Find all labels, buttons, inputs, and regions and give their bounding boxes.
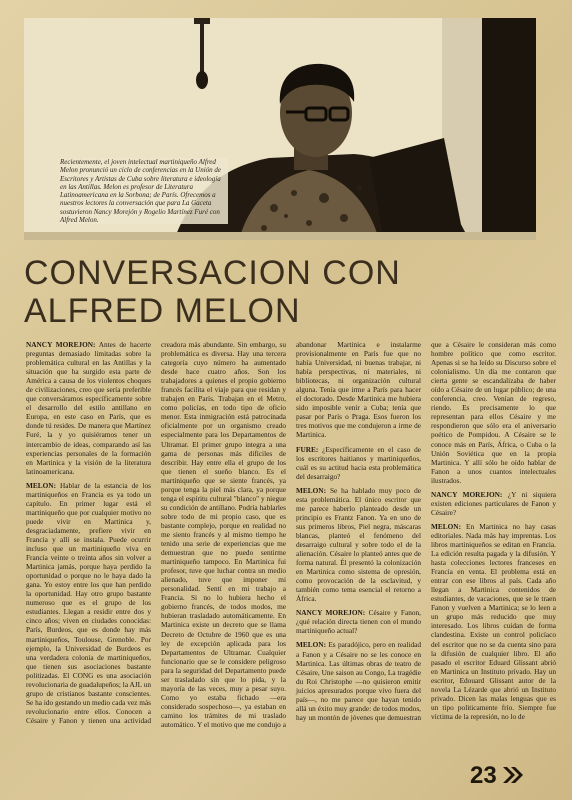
page-number: 23 <box>470 762 497 789</box>
speaker: MELON: <box>26 480 56 490</box>
speaker: NANCY MOREJON: <box>431 489 503 499</box>
paragraph-text: En Martinica no hay casas editoriales. Nada más hay imprentas. Los libros martiniqueños se editan en Francia. La edición resulta pagada y la difusión. Y hasta colecciones lectores franceses en Francia en venta. El problema está en entrar con ese libros al país. Cada año llegan a Martinica contenidos de estudiantes, de vacaciones, que se le traen Fanon y vuelven a Martinica; se lo leen a un grupo más reducido que muy interesado. Los libros cuidan de forma clandestina. Existe un control policíaco del escritor que no se da cuenta sino para la difusión de cualquier libro. El año pasado el escritor Eduard Glissant abrió en Martinica un Instituto privado. Hay un escritor, Edouard Glissant autor de la novela La Lézarde que abrió un Instituto privado. Dicen las malas lenguas que es un tipo politicamente frío. Siempre fue víctima de la represión, no lo de <box>431 521 556 721</box>
speaker: NANCY MOREJON: <box>26 340 96 349</box>
paragraph-text: Es paradójico, pero en realidad a Fanon y a Césaire no se les conoce en Martinica. Las últimas obras de teatro de Césaire, Une saison au Congo, La tragédie du Roi Christophe —no quisieron emitir juicios apresurados porque vivo fuera del país—, no me parece que hayan tenido allá un éxito muy grande: de todos modos, hay un montón de jóvenes que demuestran que a Césaire le consideran más como hombre político que como escritor. Apenas si se ha leído su Discurso sobre el colonialismo. Un día me contaron que cierta gente se escandalizaba de haber oído a Césaire de un lugar público; de una conferencia, creo. Venían de regreso, riendo. Es precisamente lo que representan para ellos Césaire y me respondieron que sólo era el aniversario poético de Pompidou. A Césaire se le conoce más en París, África, o Cuba o la Unión Soviética que en la propia Martinica. Y allí sólo he oído hablar de Fanon a unos cuantos intelectuales ilustrados. <box>296 340 556 722</box>
photo-caption: Recientemente, el joven intelectual martiniqueño Alfred Melon pronunció un ciclo de conferencias en la Unión de Escritores y Artistas de Cuba sobre literatura e ideología en las Antillas. Melon es profesor de Literatura Latinoamericana en la Sorbona; de París. Ofrecemos a nuestros lectores la conversación que para La Gaceta sostuvieron Nancy Morejón y Rogelio Martínez Furé con Alfred Melon. <box>60 158 228 224</box>
speaker: MELON: <box>296 640 326 650</box>
paragraph <box>296 445 421 481</box>
paragraph-text: ¿Específicamente en el caso de los escritores haitianos y martiniqueños, cuál es su actitud hacia esta problemática del desarraigo? <box>296 444 421 481</box>
title-line-1: CONVERSACION CON <box>24 254 401 292</box>
speaker: MELON: <box>296 485 326 495</box>
title-line-2: ALFRED MELON <box>24 292 301 330</box>
paragraph <box>431 522 556 721</box>
paragraph-text: ¿Y ni siquiera existen ediciones particulares de Fanon y Césaire? <box>431 489 556 517</box>
paragraph <box>26 340 151 476</box>
header-photo <box>24 18 536 240</box>
paragraph-text: Césaire y Fanon, ¿qué relación directa tienen con el mundo martiniqueño actual? <box>296 608 421 636</box>
speaker: NANCY MOREJON: <box>296 608 366 618</box>
speaker: MELON: <box>431 521 461 531</box>
paragraph-text: Antes de hacerte preguntas demasiado limitadas sobre la problemática cultural en las Antillas y la situación que ha surgido esta parte de América a causa de los violentos choques de civilizaciones, creo que sería preferible que conversáramos específicamente sobre el desarrollo del estilo antillano en Europa, en este caso en París, que es donde tú resides. De manera que Martínez Furé, la y yo quisiéramos tener un intercambio de ideas, comparando así las experiencias personales de la formación en Martinica y la visión de la literatura latinoamericana. <box>26 340 152 476</box>
speaker: FURE: <box>296 444 319 454</box>
paragraph-text: Se ha hablado muy poco de esta problemática. El único escritor que me parece haberlo planteado desde un principio es Frantz Fanon. Ya en uno de sus primeros libros, Piel negra, máscaras blancas, planteó el fenómeno del desarraigo cultural y sobre todo el de la alienación. Césaire lo planteó antes que de forma natural. Él presentó la colonización en Martinica como sistema de opresión, como provocación de la esclavitud, y también como tema esencial el retorno a África. <box>296 485 421 604</box>
double-chevron-right-icon <box>502 766 524 784</box>
article-title <box>24 254 544 330</box>
paragraph <box>431 490 556 517</box>
paragraph <box>296 486 421 604</box>
paragraph-text: Hablar de la estancia de los martiniqueños en Francia es ya todo un capítulo. En primer lugar está el martiniqueño que por cualquier motivo no puede vivir en Martinica y, desgraciadamente, prefiere vivir en Francia y allí se instala. Puede ocurrir incluso que un martiniqueño viva en Francia veinte o treinta años sin volver a Martinica jamás, porque haya perdido la oportunidad o porque no le haya dado la gana. Yo estoy entre los que han perdido la oportunidad. Hay otro grupo bastante numeroso que es el grupo de los estudiantes. Llegan a residir entre dos y cinco años; viven en ciudades conocidas: París, Burdeos, que es donde hay más martiniqueños, Toulouse, Grenoble. Por ejemplo, la Universidad de Burdeos es una verdadera colonia de martiniqueños, que tienen sus asociaciones bastante politizadas. El CONG es una asociación revolucionaria de guadalupeños; la AJL un grupo de cristianos bastante conscientes. Se ha ido gestando un medio cada vez más revolucionario entre ellos. Conocen a Césaire y Fanon y tienen una actividad creadora más abundante. Sin embargo, su problemática es diversa. Hay una tercera categoría cuyo número ha aumentado desde hace cuatro años. Son los trabajadores a quienes el propio gobierno francés facilita el viaje para que residan y trabajen en París. Trabajan en el Metro, como policías, en todo tipo de oficio menor. Esta inmigración está patrocinada oficialmente por un organismo creado especialmente para los Departamentos de Ultramar. El primer grupo integra a una gama de personas más difíciles de describir. Hay entre ella el grupo de los que tienen el sueño blanco. Es el martiniqueño que se siente francés, ya porque tenga la piel más clara, ya porque tenga el espíritu cultural "blanco" y niegue su condición de antillano. Podría hablarles sobre todo de mi propio caso, que es bastante complejo, porque en realidad no me siento francés y al mismo tiempo he tenido una serie de experiencias que me demuestran que no puedo sentirme martiniqueño tampoco. En Martinica fui profesor, tuve que luchar contra un medio alienado, tuve que imponer mi personalidad. Sentí en mi trabajo a Francia. Si no lo hubiera hecho el gobierno francés, de todos modos, me hubieran trasladado automáticamente. En Martinica existe un decreto que se llama Decreto de Octubre de 1960 que es una ley de excepción aplicada para los Departamentos de Ultramar. Cualquier funcionario que se le considere peligroso para la seguridad del Departamento puede ser trasladado sin que lo pida, y la mayoría de las veces, muy a pesar suyo. Como yo estaba fichado —era considerado sospechoso—, ya estaban en camino los trámites de mi traslado automático. Y el motivo que me condujo a abandonar Martinica e instalarme provisionalmente en París fue que no había Universidad, ni buenas trabajar, ni había perspectivas, ni materiales, ni bibliotecas, ni organización cultural alguna. Tenía que irme a París para hacer el doctorado. Desde Martinica me hubiera sido imposible venir a Cuba; tenía que pasar por París o Praga. Esos fueron los tres motivos que me condujeron a irme de Martinica. <box>26 340 421 729</box>
article-body <box>26 340 556 780</box>
paragraph <box>296 608 421 635</box>
